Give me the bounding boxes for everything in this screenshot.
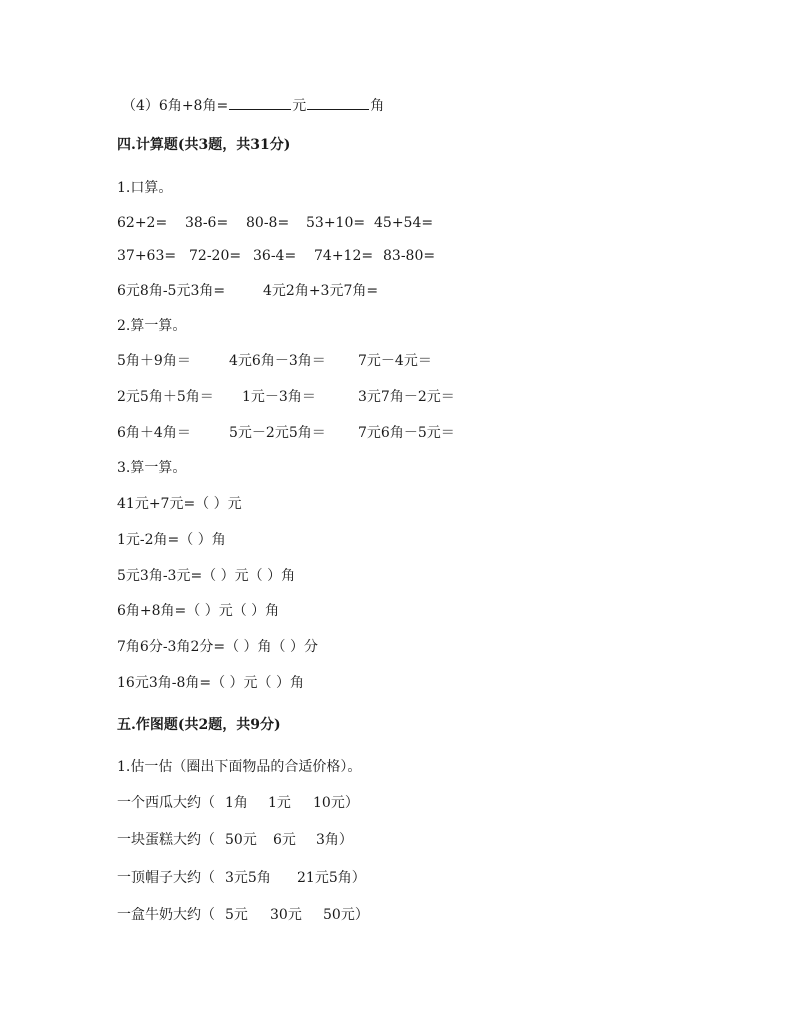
q1-row3-item: 4元2角+3元7角= bbox=[263, 283, 379, 299]
price-option[interactable]: 6元 bbox=[273, 832, 296, 848]
q1-row2-item: 36-4= bbox=[253, 248, 297, 264]
q1-row1-item: 80-8= bbox=[246, 215, 290, 231]
price-option[interactable]: 3角） bbox=[316, 832, 353, 848]
q3-title: 3.算一算。 bbox=[117, 460, 187, 476]
price-option[interactable]: 5元 bbox=[225, 907, 248, 923]
q4-fill-line bbox=[122, 95, 384, 115]
q1-row2-item: 74+12= bbox=[314, 248, 374, 264]
estimate-row-label: 一盒牛奶大约（ bbox=[117, 907, 215, 923]
q1-row2-item: 83-80= bbox=[383, 248, 436, 264]
q1-row1-item: 45+54= bbox=[374, 215, 434, 231]
q2-row2-item: 3元7角－2元＝ bbox=[358, 389, 455, 405]
price-option[interactable]: 30元 bbox=[270, 907, 302, 923]
q2-row3-item: 7元6角－5元＝ bbox=[358, 425, 455, 441]
price-option[interactable]: 21元5角） bbox=[297, 870, 366, 886]
section-4-heading: 四.计算题(共3题，共31分) bbox=[117, 137, 291, 153]
q2-row3-item: 5元－2元5角＝ bbox=[229, 425, 326, 441]
q2-title: 2.算一算。 bbox=[117, 318, 187, 334]
q2-row2-item: 1元－3角＝ bbox=[242, 389, 316, 405]
q1-row3-item: 6元8角-5元3角= bbox=[117, 283, 226, 299]
q3-item: 6角+8角=（ ）元（ ）角 bbox=[117, 603, 280, 619]
q1-row1-item: 38-6= bbox=[185, 215, 229, 231]
q4-unit-jiao: 角 bbox=[370, 98, 385, 114]
q2-row2-item: 2元5角＋5角＝ bbox=[117, 389, 214, 405]
q1-title: 1.口算。 bbox=[117, 180, 173, 196]
price-option[interactable]: 1元 bbox=[268, 795, 291, 811]
estimate-row-label: 一个西瓜大约（ bbox=[117, 795, 215, 811]
section-5-heading: 五.作图题(共2题，共9分) bbox=[117, 717, 281, 733]
q3-item: 7角6分-3角2分=（ ）角（ ）分 bbox=[117, 639, 318, 655]
price-option[interactable]: 3元5角 bbox=[225, 870, 271, 886]
q1-row2-item: 72-20= bbox=[189, 248, 242, 264]
q4-unit-yuan: 元 bbox=[292, 98, 307, 114]
price-option[interactable]: 10元） bbox=[313, 795, 359, 811]
estimate-row-label: 一块蛋糕大约（ bbox=[117, 832, 215, 848]
q1-row1-item: 62+2= bbox=[117, 215, 168, 231]
q2-row1-item: 7元－4元＝ bbox=[358, 353, 432, 369]
q1-row2-item: 37+63= bbox=[117, 248, 177, 264]
q3-item: 1元-2角=（ ）角 bbox=[117, 532, 226, 548]
q2-row3-item: 6角＋4角＝ bbox=[117, 425, 191, 441]
q2-row1-item: 5角＋9角＝ bbox=[117, 353, 191, 369]
q3-item: 5元3角-3元=（ ）元（ ）角 bbox=[117, 568, 296, 584]
price-option[interactable]: 1角 bbox=[225, 795, 248, 811]
answer-blank-jiao[interactable] bbox=[307, 95, 369, 110]
q4-prefix: （4）6角+8角= bbox=[122, 98, 229, 114]
q3-item: 16元3角-8角=（ ）元（ ）角 bbox=[117, 675, 304, 691]
q1-row1-item: 53+10= bbox=[306, 215, 366, 231]
q3-item: 41元+7元=（ ）元 bbox=[117, 496, 242, 512]
q2-row1-item: 4元6角－3角＝ bbox=[229, 353, 326, 369]
s5-q1-title: 1.估一估（圈出下面物品的合适价格）。 bbox=[117, 759, 362, 775]
answer-blank-yuan[interactable] bbox=[229, 95, 291, 110]
price-option[interactable]: 50元） bbox=[323, 907, 369, 923]
price-option[interactable]: 50元 bbox=[225, 832, 257, 848]
estimate-row-label: 一顶帽子大约（ bbox=[117, 870, 215, 886]
